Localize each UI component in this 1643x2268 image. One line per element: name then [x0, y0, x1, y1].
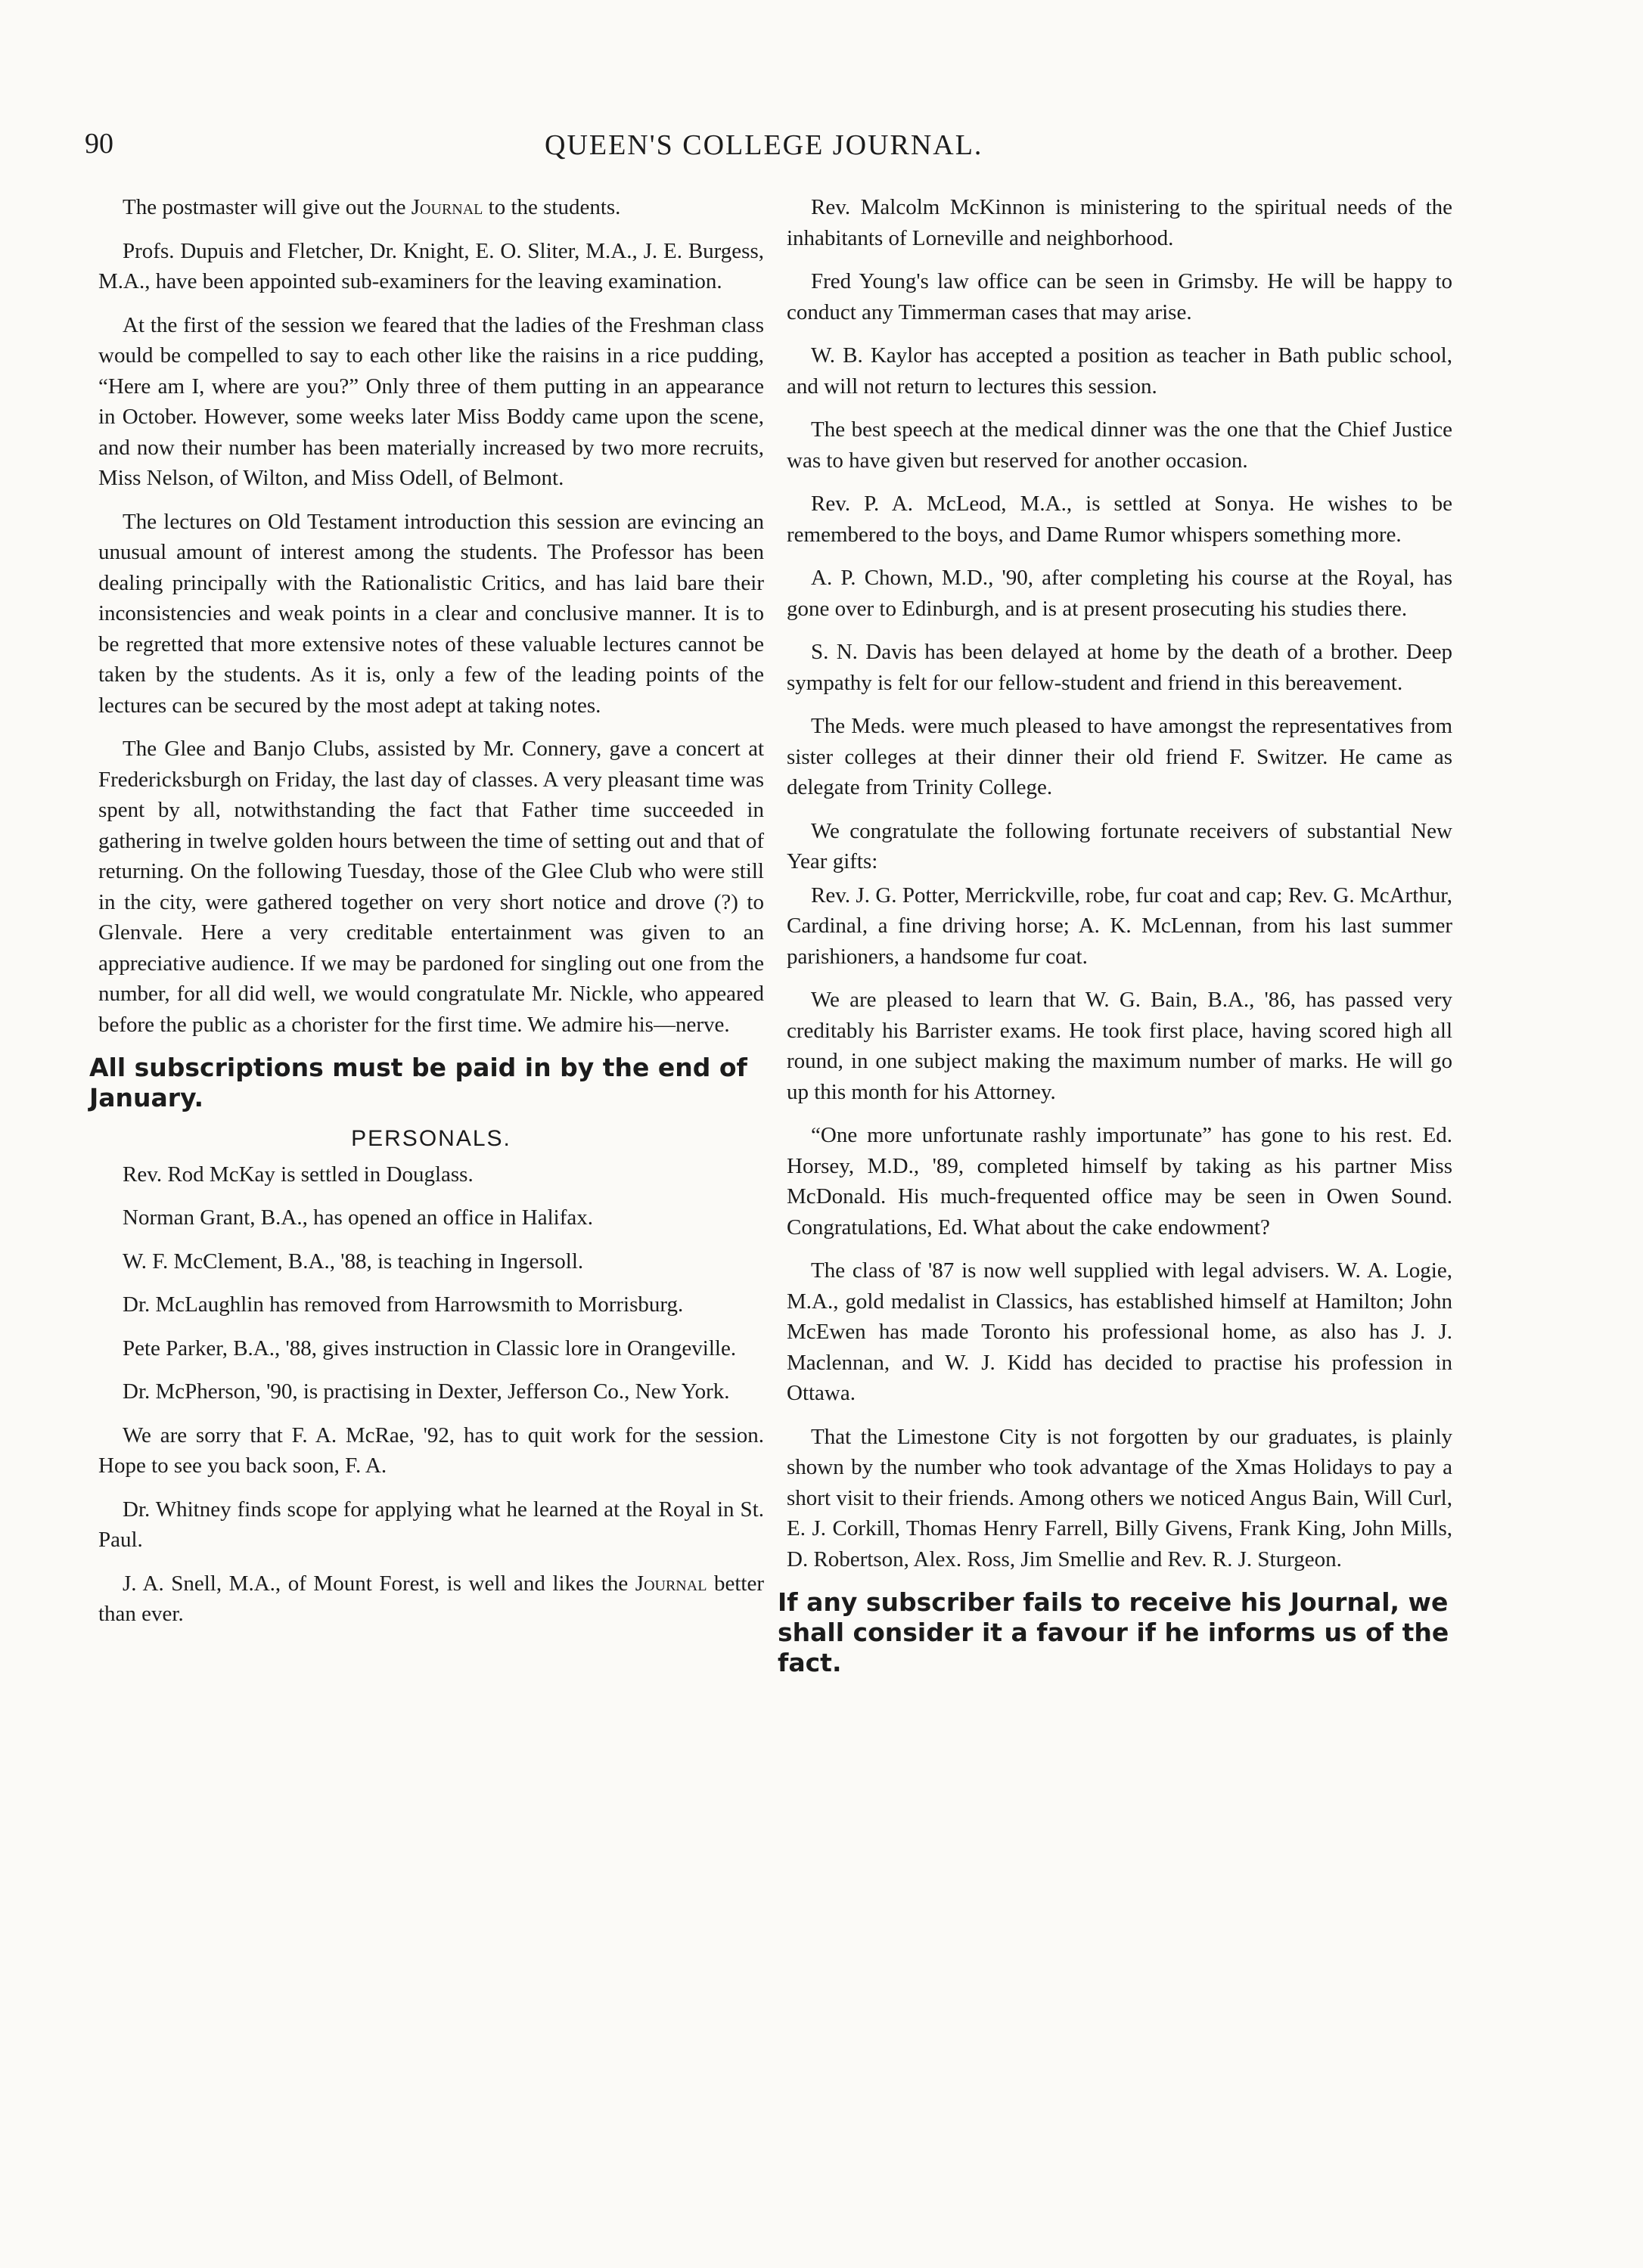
personal-item: Dr. Whitney finds scope for applying what he learned at the Royal in St. Paul. [98, 1497, 764, 1552]
paragraph-postmaster [98, 192, 764, 223]
personal-item: The best speech at the medical dinner was the one that the Chief Justice was to have given but reserved for another occasion. [787, 417, 1452, 473]
personal-item: We are pleased to learn that W. G. Bain, B.A., '86, has passed very creditably his Barrister exams. He took first place, having scored high all round, in one subject making the maximum number of marks. He will go up this month for his Attorney. [787, 988, 1452, 1104]
personal-item: W. B. Kaylor has accepted a position as teacher in Bath public school, and will not return to lectures this session. [787, 343, 1452, 399]
personal-item: The class of '87 is now well supplied with legal advisers. W. A. Logie, M.A., gold medalist in Classics, has established himself at Hamilton; John McEwen has made Toronto his professional home, as also has J. J. Maclennan, and W. J. Kidd has decided to practise his profession in Ottawa. [787, 1258, 1452, 1405]
personal-item: Rev. Rod McKay is settled in Douglass. [123, 1162, 474, 1187]
text: better than ever. [98, 1571, 764, 1626]
personal-item: Dr. McLaughlin has removed from Harrowsmith to Morrisburg. [123, 1292, 684, 1317]
personal-item: Rev. P. A. McLeod, M.A., is settled at Sonya. He wishes to be remembered to the boys, and Dame Rumor whispers something more. [787, 492, 1452, 547]
text: to the students. [483, 195, 621, 219]
personal-item: A. P. Chown, M.D., '90, after completing his course at the Royal, has gone over to Edinburgh, and is at present prosecuting his studies there. [787, 566, 1452, 621]
subscriber-notice: If any subscriber fails to receive his Journal, we shall consider it a favour if he informs us of the fact. [778, 1587, 1449, 1677]
personal-item: Rev. J. G. Potter, Merrickville, robe, fur coat and cap; Rev. G. McArthur, Cardinal, a fine driving horse; A. K. McLennan, from his last summer parishioners, a handsome fur coat. [787, 883, 1452, 969]
left-column [89, 192, 764, 1643]
journal-title: QUEEN'S COLLEGE JOURNAL. [545, 129, 983, 161]
personal-item: “One more unfortunate rashly importunate” has gone to his rest. Ed. Horsey, M.D., '89, completed himself by taking as his partner Miss McDonald. His much-frequented office may be seen in Owen Sound. Congratulations, Ed. What about the cake endowment? [787, 1123, 1452, 1239]
personal-item: Norman Grant, B.A., has opened an office in Halifax. [123, 1205, 593, 1230]
personal-item: The Meds. were much pleased to have amongst the representatives from sister colleges at their dinner their old friend F. Switzer. He came as delegate from Trinity College. [787, 714, 1452, 799]
text: The postmaster will give out the [123, 195, 412, 219]
personal-item [98, 1568, 764, 1630]
page-number: 90 [85, 128, 113, 160]
personal-item: Rev. Malcolm McKinnon is ministering to the spiritual needs of the inhabitants of Lorneville and neighborhood. [787, 195, 1452, 250]
personal-item: Pete Parker, B.A., '88, gives instruction in Classic lore in Orangeville. [123, 1336, 737, 1360]
paragraph-old-testament-lectures: The lectures on Old Testament introduction this session are evincing an unusual amount of interest among the students. The Professor has been dealing principally with the Rationalistic Critics, and has laid bare their inconsistencies and weak points in a clear and conclusive manner. It is to be regretted that more extensive notes of these valuable lectures cannot be taken by the students. As it is, only a few of the leading points of the lectures can be secured by the most adept at taking notes. [98, 509, 764, 718]
paragraph-sub-examiners: Profs. Dupuis and Fletcher, Dr. Knight, E. O. Sliter, M.A., J. E. Burgess, M.A., have been appointed sub-examiners for the leaving examination. [98, 238, 764, 293]
paragraph-freshman-ladies: At the first of the session we feared that the ladies of the Freshman class would be compelled to say to each other like the raisins in a rice pudding, “Here am I, where are you?” Only three of them putting in an appearance in October. However, some weeks later Miss Boddy came upon the scene, and now their number has been materially increased by two more recruits, Miss Nelson, of Wilton, and Miss Odell, of Belmont. [98, 312, 764, 490]
journal-name: Journal [411, 195, 483, 219]
journal-name: Journal [635, 1571, 707, 1596]
personal-item: We congratulate the following fortunate receivers of substantial New Year gifts: [787, 818, 1452, 873]
personals-heading: PERSONALS. [351, 1126, 511, 1151]
personal-item: Fred Young's law office can be seen in Grimsby. He will be happy to conduct any Timmerman cases that may arise. [787, 269, 1452, 324]
right-column [778, 192, 1452, 1689]
text: J. A. Snell, M.A., of Mount Forest, is well and likes the [123, 1571, 635, 1596]
personal-item: That the Limestone City is not forgotten by our graduates, is plainly shown by the number who took advantage of the Xmas Holidays to pay a short visit to their friends. Among others we noticed Angus Bain, Will Curl, E. J. Corkill, Thomas Henry Farrell, Billy Givens, Frank King, John Mills, D. Robertson, Alex. Ross, Jim Smellie and Rev. R. J. Sturgeon. [787, 1424, 1452, 1571]
personal-item: S. N. Davis has been delayed at home by the death of a brother. Deep sympathy is felt for our fellow-student and friend in this bereavement. [787, 640, 1452, 695]
personal-item: Dr. McPherson, '90, is practising in Dexter, Jefferson Co., New York. [123, 1379, 730, 1404]
paragraph-glee-banjo-clubs: The Glee and Banjo Clubs, assisted by Mr. Connery, gave a concert at Fredericksburgh on Friday, the last day of classes. A very pleasant time was spent by all, notwithstanding the fact that Father time succeeded in gathering in twelve golden hours between the time of setting out and that of returning. On the following Tuesday, those of the Glee Club who were still in the city, were gathered together on very short notice and drove (?) to Glenvale. Here a very creditable entertainment was given to an appreciative audience. If we may be pardoned for singling out one from the number, for all did well, we would congratulate Mr. Nickle, who appeared before the public as a chorister for the first time. We admire his—nerve. [98, 737, 764, 1037]
subscription-notice: All subscriptions must be paid in by the end of January. [89, 1053, 747, 1112]
personal-item: W. F. McClement, B.A., '88, is teaching in Ingersoll. [123, 1249, 584, 1274]
personal-item: We are sorry that F. A. McRae, '92, has to quit work for the session. Hope to see you back soon, F. A. [98, 1423, 764, 1478]
